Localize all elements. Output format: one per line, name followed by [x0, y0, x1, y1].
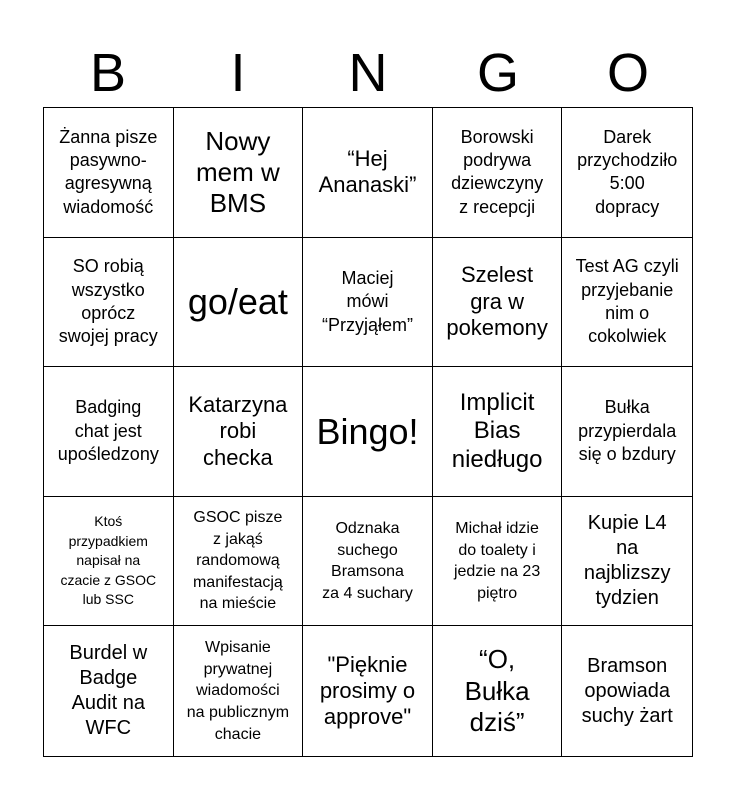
- bingo-cell[interactable]: [433, 367, 563, 497]
- header-letter-b: B: [89, 43, 127, 103]
- bingo-cell[interactable]: [433, 626, 563, 756]
- bingo-cell[interactable]: [174, 626, 304, 756]
- cell-text: “O, Bułka dziś”: [464, 644, 530, 737]
- cell-text: Maciej mówi “Przyjąłem”: [321, 267, 413, 335]
- cell-text: Michał idzie do toalety i jedzie na 23 piętro: [453, 519, 541, 602]
- bingo-cell[interactable]: [303, 497, 433, 627]
- cell-text: Bułka przypierdala się o bzdury: [578, 397, 677, 465]
- bingo-cell[interactable]: [174, 238, 304, 368]
- bingo-cell[interactable]: [303, 108, 433, 238]
- cell-text: GSOC pisze z jakąś randomową manifestacją na mieście: [192, 509, 283, 613]
- bingo-cell[interactable]: [562, 497, 692, 627]
- cell-text: Wpisanie prywatnej wiadomości na publicznym chacie: [186, 639, 290, 743]
- cell-text: Test AG czyli przyjebanie nim o cokolwiek: [575, 256, 679, 347]
- cell-text: Badging chat jest upośledzony: [57, 397, 159, 465]
- cell-text: Odznaka suchego Bramsona za 4 suchary: [322, 519, 413, 602]
- cell-text: Kupie L4 na najblizszy tydzien: [583, 512, 671, 610]
- header-letter-g: G: [476, 43, 519, 103]
- header-letter-i: I: [230, 43, 246, 103]
- cell-text: Ktoś przypadkiem napisał na czacie z GSOC lub SSC: [60, 513, 157, 608]
- bingo-cell[interactable]: [562, 367, 692, 497]
- bingo-cell[interactable]: [174, 497, 304, 627]
- cell-text: Implicit Bias niedługo: [451, 389, 543, 473]
- bingo-cell[interactable]: [562, 108, 692, 238]
- cell-text: Darek przychodziło 5:00 dopracy: [577, 126, 678, 217]
- cell-text: Nowy mem w BMS: [196, 125, 280, 218]
- bingo-cell[interactable]: [44, 367, 174, 497]
- cell-text: SO robią wszystko oprócz swojej pracy: [58, 256, 158, 347]
- bingo-cell[interactable]: [562, 626, 692, 756]
- bingo-cell[interactable]: [44, 108, 174, 238]
- cell-text: Burdel w Badge Audit na WFC: [69, 642, 148, 740]
- header-letter-o: O: [606, 43, 649, 103]
- cell-text: Bingo!: [316, 410, 419, 452]
- cell-text: go/eat: [187, 281, 288, 323]
- cell-text: “Hej Ananaski”: [318, 145, 417, 198]
- bingo-cell[interactable]: [303, 238, 433, 368]
- cell-text: Szelest gra w pokemony: [446, 262, 548, 341]
- bingo-cell[interactable]: [433, 238, 563, 368]
- bingo-cell[interactable]: [174, 108, 304, 238]
- bingo-cell[interactable]: [433, 108, 563, 238]
- bingo-cell[interactable]: [44, 497, 174, 627]
- bingo-cell[interactable]: [44, 626, 174, 756]
- cell-text: Żanna pisze pasywno- agresywną wiadomość: [59, 126, 158, 217]
- cell-text: Borowski podrywa dziewczyny z recepcji: [451, 126, 544, 217]
- cell-text: Bramson opowiada suchy żart: [581, 654, 673, 727]
- bingo-cell[interactable]: [174, 367, 304, 497]
- bingo-cell[interactable]: [562, 238, 692, 368]
- cell-text: "Pięknie prosimy o approve": [319, 651, 416, 730]
- bingo-cell[interactable]: [303, 367, 433, 497]
- bingo-header: [43, 40, 693, 106]
- bingo-grid: [43, 107, 693, 757]
- bingo-cell[interactable]: [303, 626, 433, 756]
- bingo-cell[interactable]: [44, 238, 174, 368]
- cell-text: Katarzyna robi checka: [188, 391, 288, 470]
- bingo-cell[interactable]: [433, 497, 563, 627]
- header-letter-n: N: [348, 43, 388, 103]
